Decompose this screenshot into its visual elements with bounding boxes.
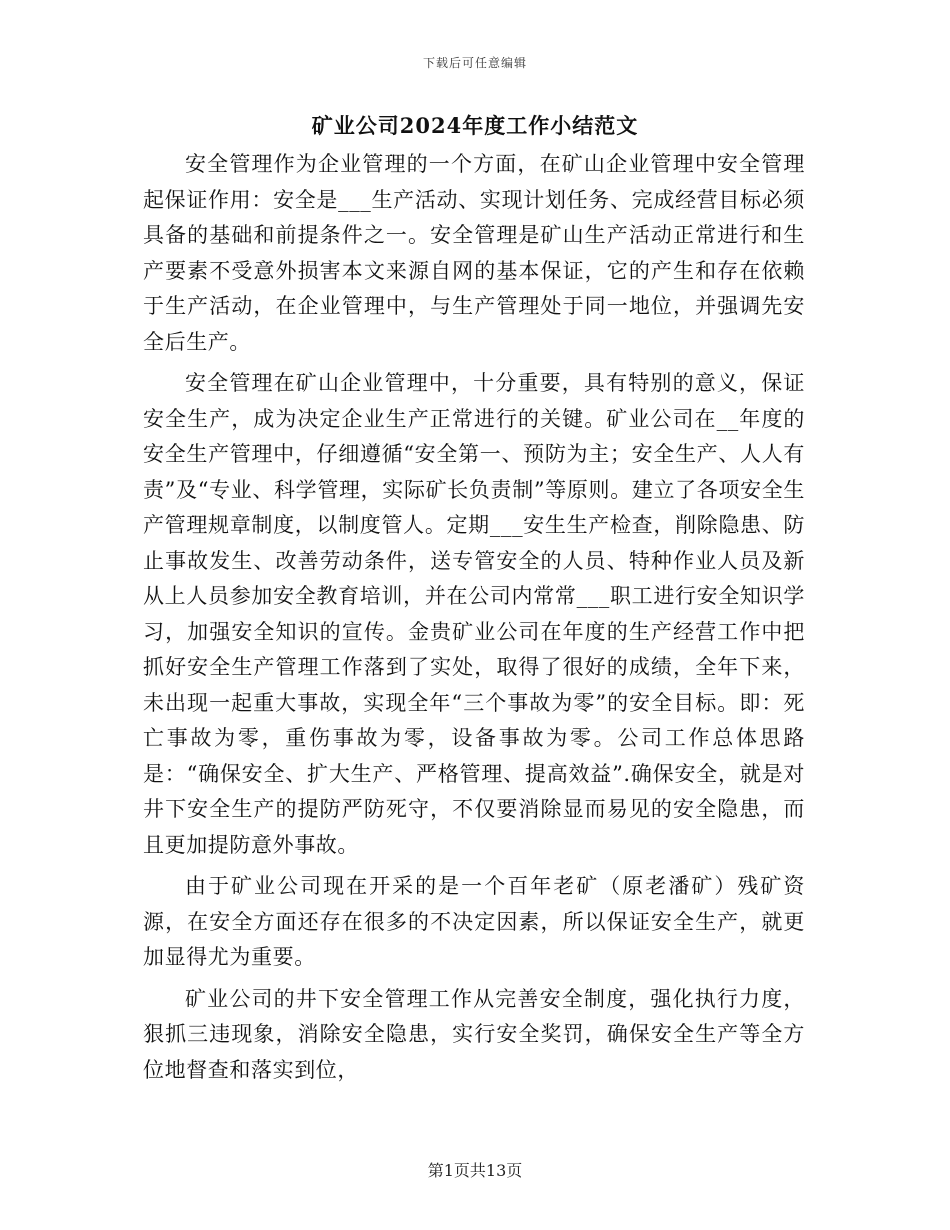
paragraph: 安全管理作为企业管理的一个方面，在矿山企业管理中安全管理起保证作用：安全是___生产活动、实现计划任务、完成经营目标必须具备的基础和前提条件之一。安全管理是矿山生产活动正常进行和生产要素不受意外损害本文来源自网的基本保证，它的产生和存在依赖于生产活动，在企业管理中，与生产管理处于同一地位，并强调先安全后生产。: [143, 152, 805, 354]
header-note: 下载后可任意编辑: [422, 56, 527, 70]
page-number-footer: 第1页共13页: [427, 1161, 523, 1180]
paragraph: 安全管理在矿山企业管理中，十分重要，具有特别的意义，保证安全生产，成为决定企业生产正常进行的关键。矿业公司在__年度的安全生产管理中，仔细遵循“安全第一、预防为主；安全生产、人人有责”及“专业、科学管理，实际矿长负责制”等原则。建立了各项安全生产管理规章制度，以制度管人。定期___安生生产检查，削除隐患、防止事故发生、改善劳动条件，送专管安全的人员、特种作业人员及新从上人员参加安全教育培训，并在公司内常常___职工进行安全知识学习，加强安全知识的宣传。金贵矿业公司在年度的生产经营工作中把抓好安全生产管理工作落到了实处，取得了很好的成绩，全年下来，未出现一起重大事故，实现全年“三个事故为零”的安全目标。即：死亡事故为零，重伤事故为零，设备事故为零。公司工作总体思路是：“确保安全、扩大生产、严格管理、提高效益”.确保安全，就是对井下安全生产的提防严防死守，不仅要消除显而易见的安全隐患，而且更加提防意外事故。: [143, 371, 805, 857]
paragraph: 由于矿业公司现在开采的是一个百年老矿（原老潘矿）残矿资源，在安全方面还存在很多的不决定因素，所以保证安全生产，就更加显得尤为重要。: [143, 874, 805, 969]
document-body: [143, 147, 805, 1094]
paragraph: 矿业公司的井下安全管理工作从完善安全制度，强化执行力度，狠抓三违现象，消除安全隐患，实行安全奖罚，确保安全生产等全方位地督查和落实到位，: [143, 986, 805, 1082]
document-title: 矿业公司2024年度工作小结范文: [311, 113, 639, 138]
